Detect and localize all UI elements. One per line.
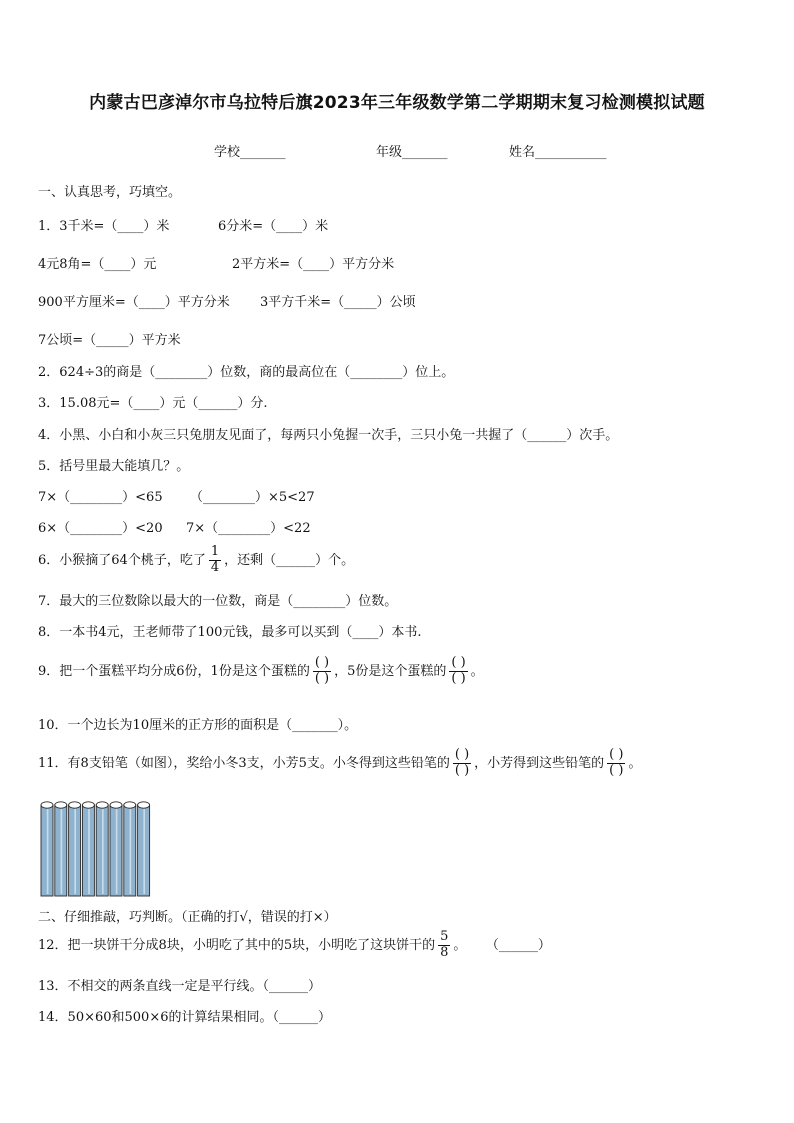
question-1-row-2 [38,253,738,271]
question-7: 7．最大的三位数除以最大的一位数，商是（________）位数。 [38,594,398,609]
pencil [96,802,108,896]
question-13: 13．不相交的两条直线一定是平行线。（______） [38,979,322,994]
question-10: 10．一个边长为10厘米的正方形的面积是（_______）。 [38,718,358,733]
question-3: 3．15.08元=（____）元（______）分. [38,396,268,411]
question-5: 5．括号里最大能填几？。 [38,459,190,474]
question-1a: 1．3千米=（____）米 [38,219,170,234]
pencil [82,802,94,896]
question-1-row-3 [38,291,738,309]
grade-field: 年级_______ [376,145,448,160]
question-5-row-2 [38,517,738,535]
pencils-illustration [38,800,163,900]
school-field: 学校_______ [214,145,286,160]
answer-blank: （______） [492,937,551,953]
question-11: 11．有8支铅笔（如图），奖给小冬3支，小芳5支。小冬得到这些铅笔的 $\frac{( )}{( )}$ ，小芳得到这些铅笔的 $\frac{( )}{( )}$ 。 [38,747,642,778]
question-1g: 7公顷=（_____）平方米 [38,333,181,348]
pencil [138,802,150,896]
page-title: 内蒙古巴彦淖尔市乌拉特后旗2023年三年级数学第二学期期末复习检测模拟试题 [89,93,705,113]
question-5d: 7×（________）<22 [186,521,311,536]
question-1c: 4元8角=（____）元 [38,257,157,272]
pencil [41,802,53,896]
question-4: 4．小黑、小白和小灰三只兔朋友见面了，每两只小兔握一次手，三只小兔一共握了（______）次手。 [38,428,619,443]
question-1e: 900平方厘米=（____）平方分米 [38,295,230,310]
question-1b: 6分米=（____）米 [218,219,329,234]
section-2-heading: 二、仔细推敲，巧判断。（正确的打√，错误的打×） [38,910,337,925]
question-1d: 2平方米=（____）平方分米 [232,257,395,272]
section-1-heading: 一、认真思考，巧填空。 [38,185,182,200]
fraction-blank: $\frac{( )}{( )}$ [451,655,466,686]
pencil [55,802,67,896]
fraction-blank: $\frac{( )}{( )}$ [609,747,624,778]
fraction-five-eighths: $\frac{5}{8}$ [440,929,449,960]
question-14: 14．50×60和500×6的计算结果相同。（______） [38,1010,331,1025]
fraction-blank: $\frac{( )}{( )}$ [314,655,330,686]
question-6: 6．小猴摘了64个桃子，吃了 $\frac{1}{4}$ ，还剩（______）个。 [38,544,355,575]
pencil [110,802,122,896]
pencil [69,802,81,896]
fraction-one-quarter: $\frac{1}{4}$ [210,544,220,575]
question-5b: （________）×5<27 [190,490,315,505]
question-12: 12．把一块饼干分成8块，小明吃了其中的5块，小明吃了这块饼干的 $\frac{5}{8}$ 。 （______） [38,929,551,960]
question-5a: 7×（________）<65 [38,490,163,505]
question-9: 9．把一个蛋糕平均分成6份，1份是这个蛋糕的 $\frac{( )}{( )}$ ，5份是这个蛋糕的 $\frac{( )}{( )}$ 。 [38,655,484,686]
question-5c: 6×（________）<20 [38,521,163,536]
question-8: 8．一本书4元，王老师带了100元钱，最多可以买到（____）本书. [38,625,422,640]
fraction-blank: $\frac{( )}{( )}$ [454,747,470,778]
question-2: 2．624÷3的商是（________）位数，商的最高位在（________）位上。 [38,365,455,380]
pencil [124,802,136,896]
question-1-row-1 [38,215,738,233]
question-5-row-1 [38,486,738,504]
question-1f: 3平方千米=（_____）公顷 [260,295,416,310]
name-field: 姓名___________ [509,145,607,160]
